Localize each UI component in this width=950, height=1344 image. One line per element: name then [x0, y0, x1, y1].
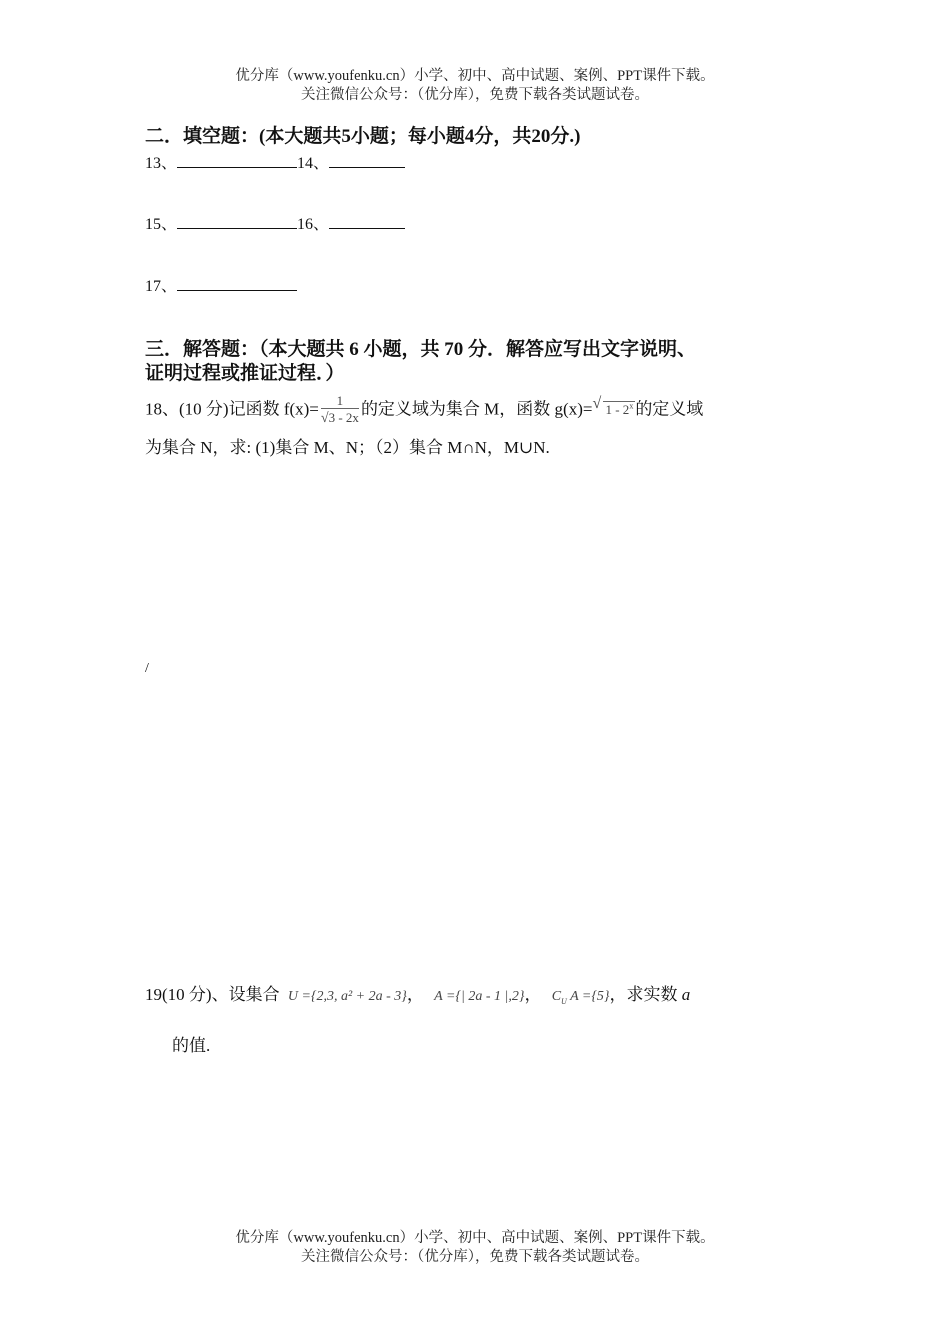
blank-row-17	[145, 274, 297, 298]
q18-sqrt-exponent: x	[629, 402, 634, 412]
footer-line-2: 关注微信公众号：（优分库），免费下载各类试题试卷。	[301, 1249, 649, 1265]
answer-blank-17	[177, 274, 297, 291]
answer-blank-15	[177, 212, 297, 229]
question-18-line-1	[145, 394, 703, 427]
q18-sqrt-text: 1 - 2	[605, 402, 630, 418]
blank-row-15-16	[145, 212, 405, 236]
q18-sqrt-expression	[592, 395, 635, 422]
blank-label-15: 15、	[145, 216, 178, 233]
question-19-line-2: 的值.	[172, 1036, 211, 1055]
header-line-1: 优分库（www.youfenku.cn）小学、初中、高中试题、案例、PPT课件下载。	[235, 68, 715, 84]
blank-label-13: 13、	[145, 155, 178, 172]
q19-set-a: A ={| 2a - 1 |,2}	[434, 989, 525, 1004]
blank-label-17: 17、	[145, 278, 178, 295]
q18-fraction	[321, 394, 359, 427]
radical-icon: √	[592, 395, 602, 413]
footer-line-1: 优分库（www.youfenku.cn）小学、初中、高中试题、案例、PPT课件下载。	[235, 1230, 715, 1246]
answer-blank-13	[177, 151, 297, 168]
q18-frac-numerator: 1	[336, 393, 344, 408]
q19-complement-sub: U	[561, 996, 567, 1006]
q19-complement	[552, 989, 610, 1004]
question-19-line-1: 19(10 分)、设集合 U ={2,3, a² + 2a - 3}， A ={| 2a - 1 |,2}， $C_U$ A ={5}，求实数 a	[145, 985, 691, 1006]
q18-mid: 的定义域为集合 M，函数 g(x)=	[360, 399, 593, 419]
q18-prefix: 18、(10 分)记函数 f(x)=	[145, 399, 319, 419]
q19-complement-c: C	[551, 989, 562, 1004]
section-3-title-line-1: 三．解答题：（本大题共 6 小题，共 70 分．解答应写出文字说明、	[145, 339, 697, 360]
q18-frac-denominator: √3 - 2x	[320, 410, 359, 426]
blank-row-13-14	[145, 151, 405, 175]
stray-mark: /	[145, 661, 149, 676]
q18-frac-denominator-text: 3 - 2x	[328, 410, 359, 425]
answer-blank-14	[329, 151, 405, 168]
section-3-title-line-2: 证明过程或推证过程．）	[145, 363, 345, 384]
q19-set-u: U ={2,3, a² + 2a - 3}	[287, 989, 407, 1004]
q19-prefix: 19(10 分)、设集合	[145, 985, 280, 1004]
blank-label-16: 16、	[297, 216, 330, 233]
q19-variable: a	[681, 985, 691, 1004]
header-line-2: 关注微信公众号：（优分库），免费下载各类试题试卷。	[301, 87, 649, 103]
question-18-line-2: 为集合 N，求: (1)集合 M、N；（2）集合 M∩N，M∪N.	[145, 438, 550, 457]
answer-blank-16	[329, 212, 405, 229]
q19-complement-rest: A ={5}	[570, 989, 610, 1004]
q19-suffix: ，求实数	[609, 985, 678, 1004]
section-2-title: 二．填空题：(本大题共5小题；每小题4分，共20分.)	[145, 126, 581, 147]
blank-label-14: 14、	[297, 155, 330, 172]
q18-suffix: 的定义域	[635, 399, 704, 419]
